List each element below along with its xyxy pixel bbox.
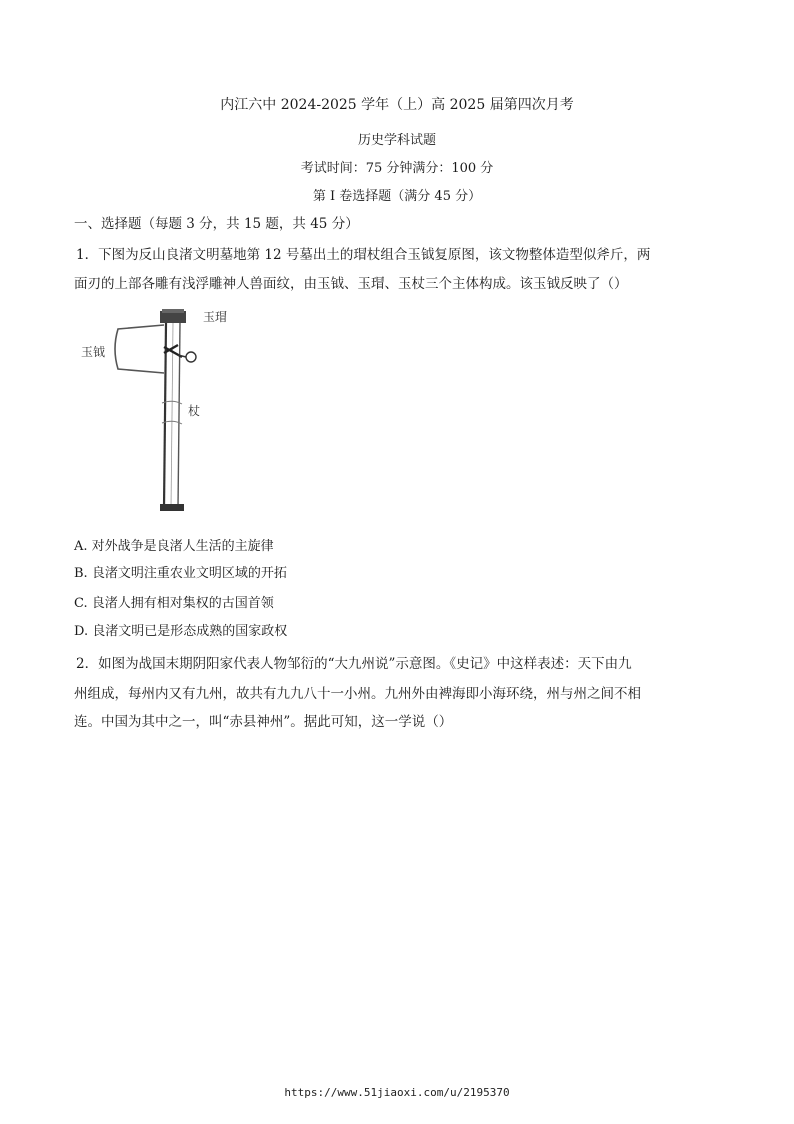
question-2-stem-line-1: 2．如图为战国末期阴阳家代表人物邹衍的“大九州说”示意图。《史记》中这样表述：天下由九 (76, 656, 632, 672)
footer-url (0, 1086, 794, 1099)
question-2-stem-line-3: 连。中国为其中之一，叫“赤县神州”。据此可知，这一学说（） (74, 714, 453, 730)
label-zhang: 杖 (188, 404, 201, 418)
yue-blade-outline (115, 325, 164, 373)
staff-ferrule (160, 504, 184, 511)
footer-link[interactable]: https://www.51jiaoxi.com/u/2195370 (284, 1086, 510, 1099)
question-1-stem-line-1: 1．下图为反山良渚文明墓地第 12 号墓出土的瑁杖组合玉钺复原图，该文物整体造型似斧斤，两 (76, 247, 651, 263)
mao-cap-top (162, 309, 184, 313)
jade-yue-reconstruction-figure (78, 303, 258, 523)
label-yumao: 玉瑁 (203, 310, 228, 324)
staff-right-edge (178, 323, 180, 508)
part-heading: 第 I 卷选择题（满分 45 分） (312, 189, 482, 204)
question-1-option-c: C. 良渚人拥有相对集权的古国首领 (74, 596, 274, 611)
exam-meta: 考试时间：75 分钟满分：100 分 (300, 161, 494, 176)
section-heading: 一、选择题（每题 3 分，共 15 题，共 45 分） (74, 216, 359, 232)
question-1-option-b: B. 良渚文明注重农业文明区域的开拓 (74, 566, 287, 581)
binding-knot (186, 352, 196, 362)
question-1-option-a: A. 对外战争是良渚人生活的主旋律 (74, 539, 274, 554)
question-1-stem-line-2: 面刃的上部各雕有浅浮雕神人兽面纹，由玉钺、玉瑁、玉杖三个主体构成。该玉钺反映了（） (74, 276, 628, 292)
question-2-stem-line-2: 州组成，每州内又有九州，故共有九九八十一小州。九州外由裨海即小海环绕，州与州之间不相 (74, 686, 641, 702)
question-1-option-d: D. 良渚文明已是形态成熟的国家政权 (74, 624, 288, 639)
subject-title: 历史学科试题 (357, 133, 436, 148)
label-yuyue: 玉钺 (81, 345, 106, 359)
exam-title: 内江六中 2024-2025 学年（上）高 2025 届第四次月考 (220, 97, 574, 113)
jade-yue-drawing (78, 303, 258, 523)
